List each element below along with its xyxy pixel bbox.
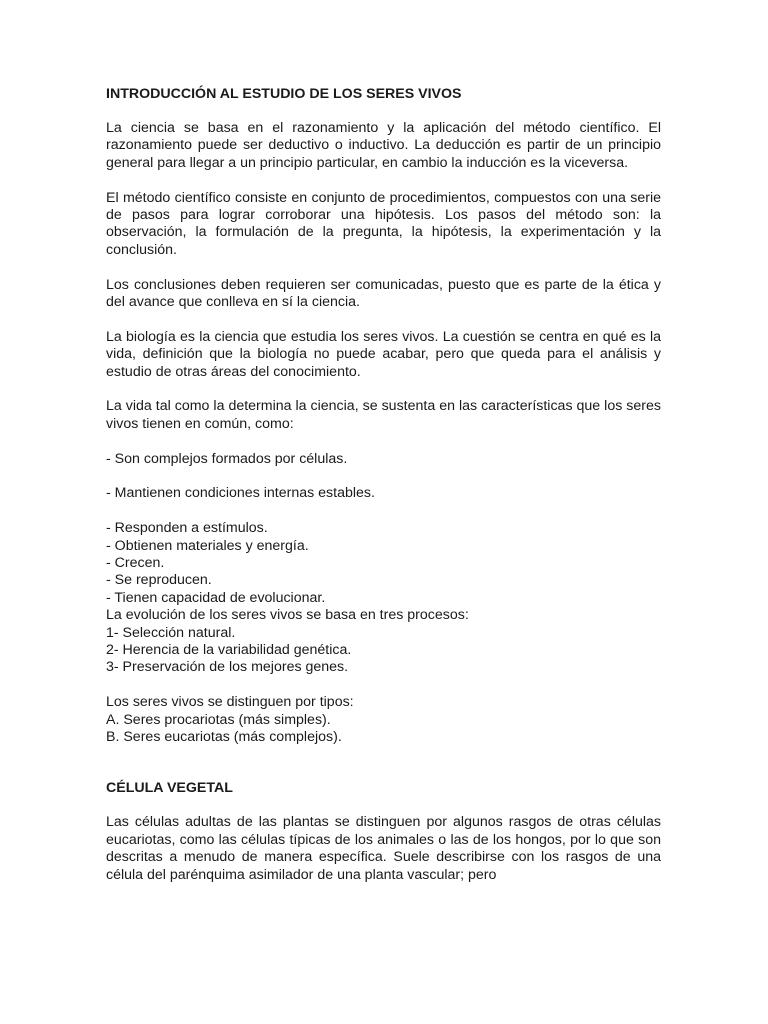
list-item: - Tienen capacidad de evolucionar. [106,589,326,606]
evolution-intro: La evolución de los seres vivos se basa en tres procesos: [106,607,469,624]
paragraph-ciencia: La ciencia se basa en el razonamiento y la aplicación del método científico. El razonamiento puede ser deductivo o inductivo. La deducción es partir de un principio general para llegar a un principio particular, en cambio la inducción es la viceversa. [106,119,661,171]
document-page [106,86,661,901]
spacer [106,677,661,694]
section-title-intro: INTRODUCCIÓN AL ESTUDIO DE LOS SERES VIVOS [106,86,462,102]
paragraph-vida: La vida tal como la determina la ciencia, se sustenta en las características que los seres vivos tienen en común, como: [106,398,661,432]
list-item: A. Seres procariotas (más simples). [106,711,331,728]
list-item: - Mantienen condiciones internas estables. [106,485,375,502]
spacer [106,468,661,485]
list-item: B. Seres eucariotas (más complejos). [106,729,342,745]
list-item: 3- Preservación de los mejores genes. [106,659,349,676]
list-item: - Responden a estímulos. [106,520,268,537]
paragraph-metodo: El método científico consiste en conjunto de procedimientos, compuestos con una serie de pasos para lograr corroborar una hipótesis. Los pasos del método son: la observación, la formulación de la pregunta, la hipótesis, la experimentación y la conclusión. [106,189,661,258]
list-item: - Crecen. [106,554,165,571]
paragraph-biologia: La biología es la ciencia que estudia los seres vivos. La cuestión se centra en qué es la vida, definición que la biología no puede acabar, pero que queda para el análisis y estudio de otras áreas del conocimiento. [106,328,661,380]
list-item: - Obtienen materiales y energía. [106,537,309,554]
list-item: 2- Herencia de la variabilidad genética. [106,641,352,658]
paragraph-conclusiones: Los conclusiones deben requieren ser comunicadas, puesto que es parte de la ética y del avance que conlleva en sí la ciencia. [106,276,661,310]
list-item: - Se reproducen. [106,572,212,589]
list-item: - Son complejos formados por células. [106,450,348,467]
list-item: 1- Selección natural. [106,624,236,641]
paragraph-celula-vegetal: Las células adultas de las plantas se distinguen por algunos rasgos de otras células eucariotas, como las células típicas de los animales o las de los hongos, por lo que son descritas a menudo de manera específica. Suele describirse con los rasgos de una célula del parénquima asimilador de una planta vascular; pero [106,814,661,883]
types-intro: Los seres vivos se distinguen por tipos: [106,694,354,711]
section-title-celula: CÉLULA VEGETAL [106,780,233,797]
spacer [106,503,661,520]
